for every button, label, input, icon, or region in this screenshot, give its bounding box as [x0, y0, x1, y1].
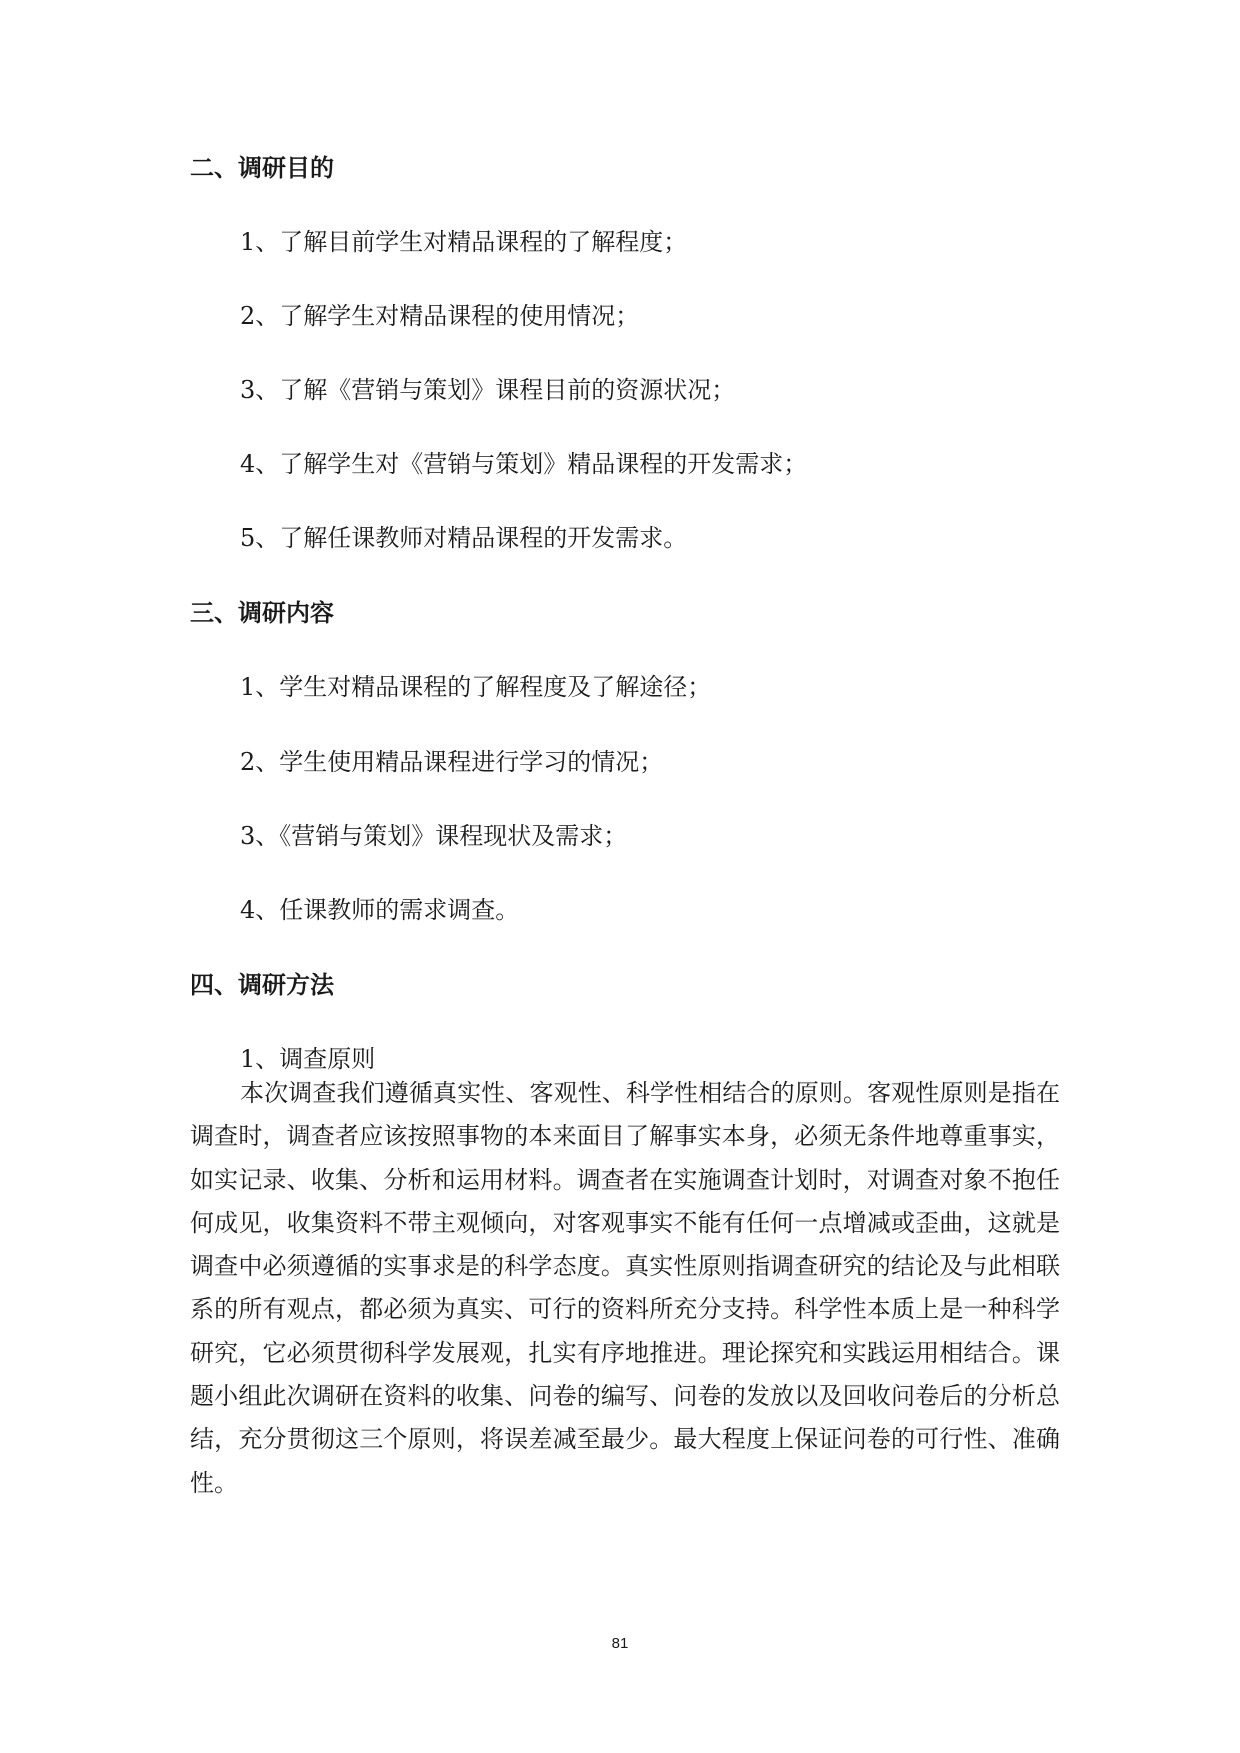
- section-heading-method: 四、调研方法: [190, 971, 334, 999]
- section-heading-purpose: 二、调研目的: [190, 154, 334, 182]
- list-item: 2、了解学生对精品课程的使用情况；: [240, 302, 640, 330]
- body-paragraph: 本次调查我们遵循真实性、客观性、科学性相结合的原则。客观性原则是指在调查时，调查者应该按照事物的本来面目了解事实本身，必须无条件地尊重事实，如实记录、收集、分析和运用材料。调查者在实施调查计划时，对调查对象不抱任何成见，收集资料不带主观倾向，对客观事实不能有任何一点增减或歪曲，这就是调查中必须遵循的实事求是的科学态度。真实性原则指调查研究的结论及与此相联系的所有观点，都必须为真实、可行的资料所充分支持。科学性本质上是一种科学研究，它必须贯彻科学发展观，扎实有序地推进。理论探究和实践运用相结合。课题小组此次调研在资料的收集、问卷的编写、问卷的发放以及回收问卷后的分析总结，充分贯彻这三个原则，将误差减至最少。最大程度上保证问卷的可行性、准确性。: [190, 1079, 1060, 1497]
- page-number: 81: [611, 1635, 629, 1652]
- section-heading-content: 三、调研内容: [190, 599, 334, 627]
- list-item: 1、了解目前学生对精品课程的了解程度；: [240, 228, 688, 256]
- list-item: 2、学生使用精品课程进行学习的情况；: [240, 748, 664, 776]
- list-item: 3、《营销与策划》课程现状及需求；: [240, 822, 628, 850]
- list-item: 4、了解学生对《营销与策划》精品课程的开发需求；: [240, 450, 808, 478]
- list-item: 5、了解任课教师对精品课程的开发需求。: [240, 524, 688, 552]
- list-item: 1、调查原则: [240, 1045, 376, 1073]
- list-item: 4、任课教师的需求调查。: [240, 896, 520, 924]
- list-item: 1、学生对精品课程的了解程度及了解途径；: [240, 673, 712, 701]
- list-item: 3、了解《营销与策划》课程目前的资源状况；: [240, 376, 736, 404]
